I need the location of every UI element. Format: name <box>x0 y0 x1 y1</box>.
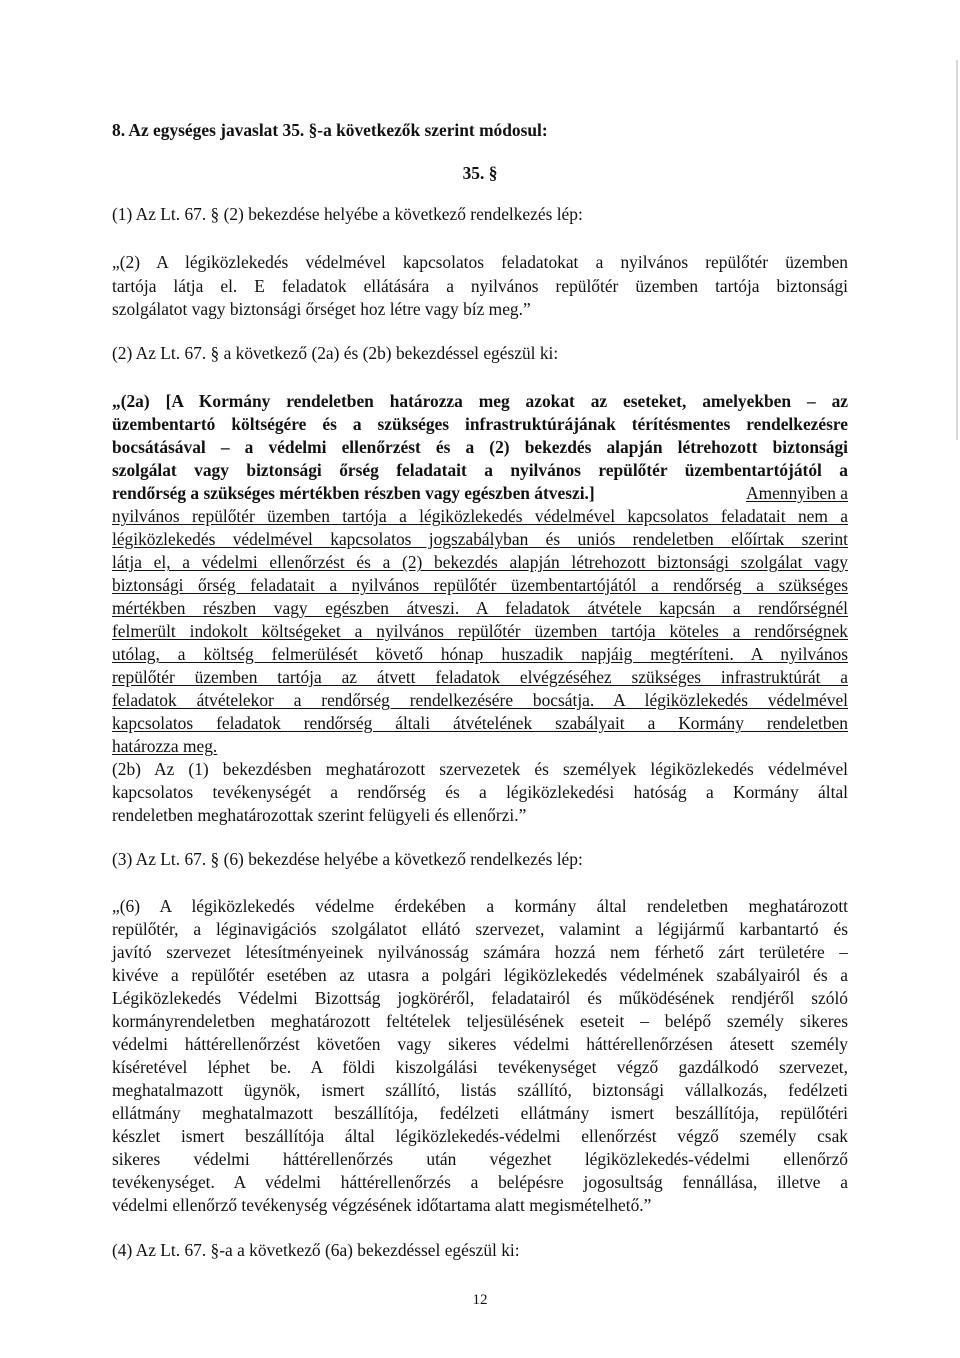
inserted-text-line: nyilvános repülőtér üzemben tartója a légiközlekedés védelmével kapcsolatos feladatait nem a <box>112 506 848 526</box>
paragraph-line: „(2) A légiközlekedés védelmével kapcsolatos feladatokat a nyilvános repülőtér üzemben <box>112 252 848 272</box>
paragraph-line: védelmi háttérellenőrzést követően vagy sikeres védelmi háttérellenőrzésen átesett személy <box>112 1034 848 1054</box>
struck-text-line: bocsátásával – a védelmi ellenőrzést és a (2) bekezdés alapján létrehozott biztonsági <box>112 437 848 457</box>
paragraph-line: meghatalmazott ügynök, ismert szállító, listás szállító, biztonsági vállalkozás, fedélzeti <box>112 1080 848 1100</box>
paragraph-line: kíséretével léphet be. A földi kiszolgálási tevékenységet végző gazdálkodó szervezet, <box>112 1057 848 1077</box>
inserted-text-line: mértékben részben vagy egészben átveszi. A feladatok átvétele kapcsán a rendőrségnél <box>112 598 848 618</box>
paragraph-line: sikeres védelmi háttérellenőrzés után végezhet légiközlekedés-védelmi ellenőrző <box>112 1149 848 1169</box>
struck-text-line: szolgálat vagy biztonsági őrség feladatait a nyilvános repülőtér üzembentartójától a <box>112 460 848 480</box>
paragraph-line: védelmi ellenőrző tevékenység végzésének időtartama alatt megismételhető.” <box>112 1195 652 1215</box>
inserted-text-line: légiközlekedés védelmével kapcsolatos jogszabályban és uniós rendeletben előírtak szerint <box>112 529 848 549</box>
paragraph-line: javító szervezet létesítményeinek nyilvánosság számára hozzá nem férhető zárt területére – <box>112 942 848 962</box>
scan-edge <box>956 60 958 440</box>
paragraph-line: ellátmány meghatalmazott beszállítója, fedélzeti ellátmány ismert beszállítója, repülőtéri <box>112 1103 848 1123</box>
inserted-text-line: biztonsági őrség feladatait a nyilvános repülőtér üzembentartójától a rendőrség a szükséges <box>112 575 848 595</box>
amendment-heading: 8. Az egységes javaslat 35. §-a következők szerint módosul: <box>112 120 548 140</box>
paragraph-line: repülőtér, a léginavigációs szolgálatot ellátó szervezet, valamint a légijármű karbantartó és <box>112 919 848 939</box>
paragraph-line: (3) Az Lt. 67. § (6) bekezdése helyébe a következő rendelkezés lép: <box>112 849 583 869</box>
struck-text-line: üzembentartó költségére és a szükséges infrastruktúrájának térítésmentes rendelkezésre <box>112 414 848 434</box>
paragraph-line: készlet ismert beszállítója által légiközlekedés-védelmi ellenőrzést végző személy csak <box>112 1126 848 1146</box>
paragraph-line: Légiközlekedés Védelmi Bizottság jogköréről, feladatairól és működésének rendjéről szóló <box>112 988 848 1008</box>
inserted-text-line: felmerült indokolt költségeket a nyilvános repülőtér üzemben tartója köteles a rendőrségnek <box>112 621 848 641</box>
struck-text: rendőrség a szükséges mértékben részben vagy egészben átveszi.] <box>112 483 595 503</box>
inserted-text-line: feladatok átvételekor a rendőrség rendelkezésére bocsátja. A légiközlekedés védelmével <box>112 690 848 710</box>
paragraph-line: kivéve a repülőtér esetében az utasra a polgári légiközlekedés védelmének szabályairól és a <box>112 965 848 985</box>
paragraph-line: (2) Az Lt. 67. § a következő (2a) és (2b) bekezdéssel egészül ki: <box>112 343 559 363</box>
paragraph-line: tartója látja el. E feladatok ellátására a nyilvános repülőtér üzemben tartója biztonsági <box>112 276 848 296</box>
inserted-text: Amennyiben a <box>746 483 848 503</box>
paragraph-line: kormányrendeletben meghatározott feltételek teljesülésének eseteit – belépő személy sikeres <box>112 1011 848 1031</box>
inserted-text-line: utólag, a költség felmerülését követő hónap huszadik napjáig megtéríteni. A nyilvános <box>112 644 848 664</box>
paragraph-line: (1) Az Lt. 67. § (2) bekezdése helyébe a következő rendelkezés lép: <box>112 204 583 224</box>
inserted-text-line: látja el, a védelmi ellenőrzést és a (2) bekezdés alapján létrehozott biztonsági szolgálat vagy <box>112 552 848 572</box>
paragraph-line: tevékenységet. A védelmi háttérellenőrzés a belépésre jogosultság fennállása, illetve a <box>112 1172 848 1192</box>
page-number: 12 <box>472 1292 488 1308</box>
paragraph-line: „(6) A légiközlekedés védelme érdekében a kormány által rendeletben meghatározott <box>112 896 848 916</box>
inserted-text-line: kapcsolatos feladatok rendőrség általi átvételének szabályait a Kormány rendeletben <box>112 713 848 733</box>
inserted-text-line: határozza meg. <box>112 736 218 756</box>
paragraph-line: rendeletben meghatározottak szerint felügyeli és ellenőrzi.” <box>112 805 527 825</box>
paragraph-line: (4) Az Lt. 67. §-a a következő (6a) bekezdéssel egészül ki: <box>112 1240 520 1260</box>
paragraph-line: kapcsolatos tevékenységét a rendőrség és a légiközlekedési hatóság a Kormány által <box>112 782 848 802</box>
inserted-text-line: repülőtér üzemben tartója az átvett feladatok elvégzéséhez szükséges infrastruktúrát a <box>112 667 848 687</box>
struck-text-line: „(2a) [A Kormány rendeletben határozza meg azokat az eseteket, amelyekben – az <box>112 391 848 411</box>
paragraph-line: (2b) Az (1) bekezdésben meghatározott szervezetek és személyek légiközlekedés védelmével <box>112 759 848 779</box>
paragraph-line: szolgálatot vagy biztonsági őrséget hoz létre vagy bíz meg.” <box>112 299 531 319</box>
mixed-line <box>112 483 848 503</box>
section-title: 35. § <box>462 163 498 183</box>
